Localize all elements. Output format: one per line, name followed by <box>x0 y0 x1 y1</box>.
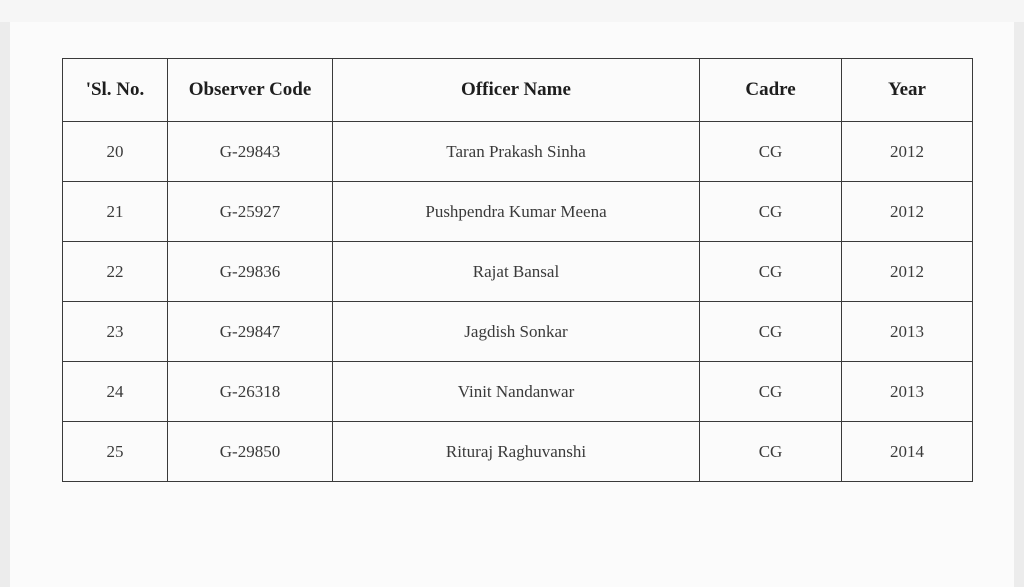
cell-officer-name: Rajat Bansal <box>333 242 700 302</box>
cell-sl-no: 21 <box>63 182 168 242</box>
cell-year: 2013 <box>842 302 973 362</box>
table-row <box>63 362 973 422</box>
header-year: Year <box>842 59 973 122</box>
cell-observer-code: G-25927 <box>168 182 333 242</box>
cell-officer-name: Rituraj Raghuvanshi <box>333 422 700 482</box>
cell-sl-no: 22 <box>63 242 168 302</box>
top-strip <box>0 0 1024 22</box>
header-sl-no: 'Sl. No. <box>63 59 168 122</box>
table-row <box>63 302 973 362</box>
cell-officer-name: Jagdish Sonkar <box>333 302 700 362</box>
cell-year: 2012 <box>842 242 973 302</box>
cell-observer-code: G-26318 <box>168 362 333 422</box>
cell-officer-name: Pushpendra Kumar Meena <box>333 182 700 242</box>
cell-cadre: CG <box>700 362 842 422</box>
cell-officer-name: Vinit Nandanwar <box>333 362 700 422</box>
header-observer-code: Observer Code <box>168 59 333 122</box>
cell-cadre: CG <box>700 242 842 302</box>
cell-cadre: CG <box>700 182 842 242</box>
cell-cadre: CG <box>700 422 842 482</box>
header-cadre: Cadre <box>700 59 842 122</box>
cell-observer-code: G-29847 <box>168 302 333 362</box>
table-row <box>63 182 973 242</box>
cell-observer-code: G-29836 <box>168 242 333 302</box>
table-header-row <box>63 59 973 122</box>
cell-year: 2013 <box>842 362 973 422</box>
cell-officer-name: Taran Prakash Sinha <box>333 122 700 182</box>
table-row <box>63 242 973 302</box>
cell-year: 2014 <box>842 422 973 482</box>
cell-year: 2012 <box>842 122 973 182</box>
cell-observer-code: G-29850 <box>168 422 333 482</box>
cell-sl-no: 25 <box>63 422 168 482</box>
table-row <box>63 122 973 182</box>
observer-table <box>62 58 973 482</box>
cell-cadre: CG <box>700 302 842 362</box>
cell-observer-code: G-29843 <box>168 122 333 182</box>
header-officer-name: Officer Name <box>333 59 700 122</box>
cell-sl-no: 23 <box>63 302 168 362</box>
cell-sl-no: 24 <box>63 362 168 422</box>
table-row <box>63 422 973 482</box>
cell-sl-no: 20 <box>63 122 168 182</box>
cell-cadre: CG <box>700 122 842 182</box>
cell-year: 2012 <box>842 182 973 242</box>
